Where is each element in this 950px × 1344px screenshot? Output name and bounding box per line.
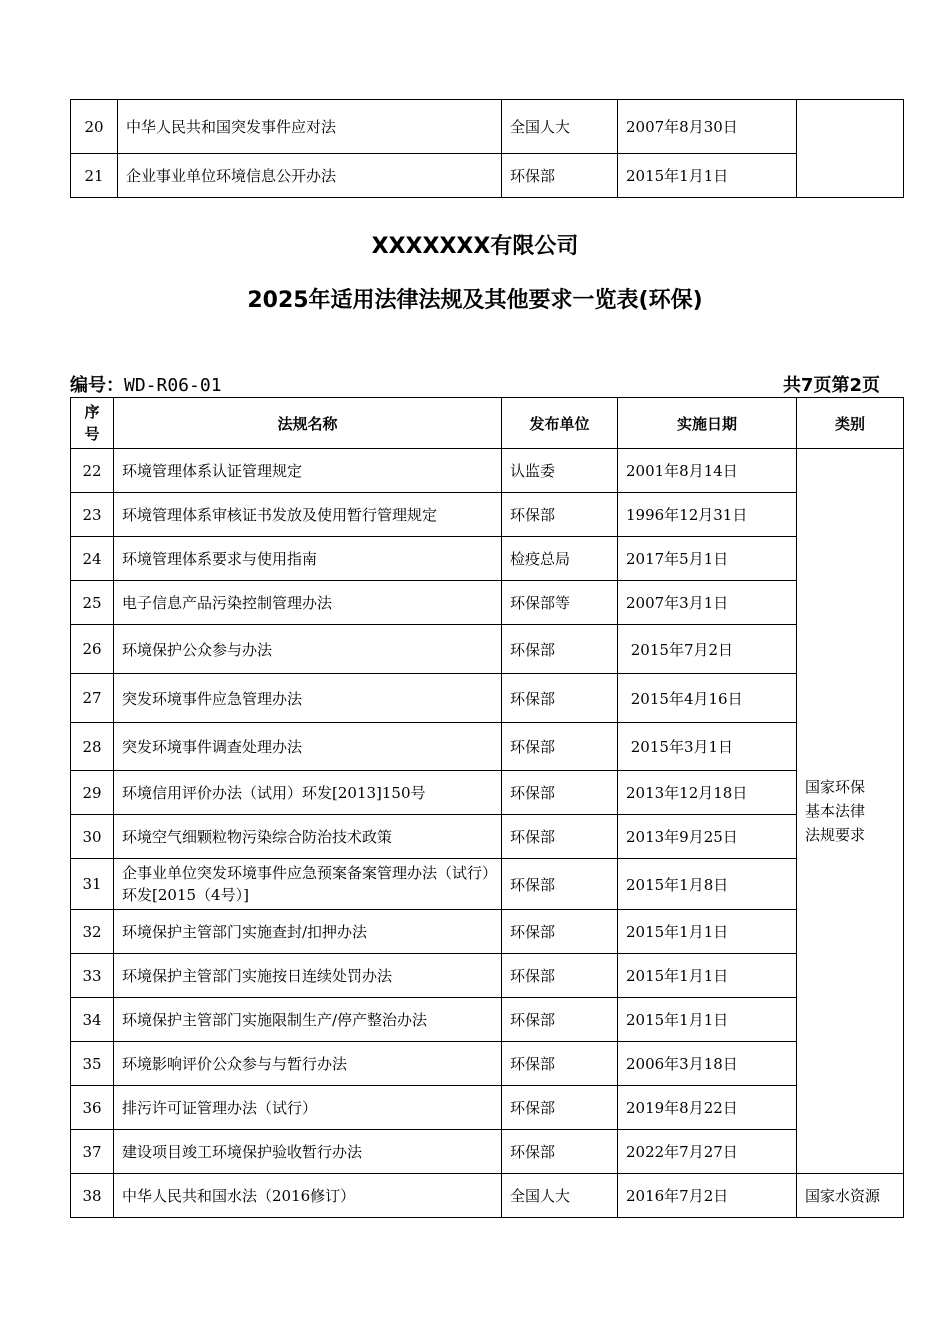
effective-date: 2016年7月2日 [618,1174,797,1218]
top-table [70,99,904,198]
issuer: 环保部 [502,910,618,954]
regulations-table [70,397,904,1218]
header-date: 实施日期 [618,398,797,449]
regulation-name: 中华人民共和国突发事件应对法 [118,100,502,154]
regulation-name: 环境信用评价办法（试用）环发[2013]150号 [114,771,502,815]
regulation-name: 建设项目竣工环境保护验收暂行办法 [114,1130,502,1174]
regulation-name: 环境空气细颗粒物污染综合防治技术政策 [114,815,502,859]
issuer: 环保部 [502,493,618,537]
regulation-name: 环境保护主管部门实施查封/扣押办法 [114,910,502,954]
effective-date: 2015年1月1日 [618,154,797,198]
row-number: 21 [71,154,118,198]
regulation-name: 企事业单位突发环境事件应急预案备案管理办法（试行）环发[2015（4号）] [114,859,502,910]
issuer: 环保部 [502,1086,618,1130]
code-value: WD-R06-01 [124,375,222,396]
row-number: 35 [71,1042,114,1086]
table-row [71,1086,904,1130]
effective-date: 2015年1月8日 [618,859,797,910]
effective-date: 2015年1月1日 [618,954,797,998]
effective-date: 2015年4月16日 [618,674,797,723]
regulation-name: 突发环境事件调查处理办法 [114,723,502,771]
table-header-row [71,398,904,449]
effective-date: 2022年7月27日 [618,1130,797,1174]
regulation-name: 中华人民共和国水法（2016修订） [114,1174,502,1218]
row-number: 32 [71,910,114,954]
table-row [71,537,904,581]
row-number: 20 [71,100,118,154]
issuer: 全国人大 [502,1174,618,1218]
issuer: 环保部 [502,723,618,771]
effective-date: 2015年1月1日 [618,910,797,954]
table-row [71,154,904,198]
table-row [71,1174,904,1218]
table-row [71,859,904,910]
issuer: 环保部 [502,1130,618,1174]
table-row [71,581,904,625]
effective-date: 2007年3月1日 [618,581,797,625]
header-number: 序号 [71,398,114,449]
company-title: XXXXXXX有限公司 [371,234,579,259]
effective-date: 2015年3月1日 [618,723,797,771]
effective-date: 2001年8月14日 [618,449,797,493]
category-cell: 国家环保基本法律法规要求 [797,449,904,1174]
table-row [71,723,904,771]
table-row [71,449,904,493]
effective-date: 2007年8月30日 [618,100,797,154]
row-number: 30 [71,815,114,859]
issuer: 环保部 [502,1042,618,1086]
row-number: 31 [71,859,114,910]
regulation-name: 突发环境事件应急管理办法 [114,674,502,723]
regulation-name: 环境保护主管部门实施限制生产/停产整治办法 [114,998,502,1042]
regulation-name: 企业事业单位环境信息公开办法 [118,154,502,198]
issuer: 环保部 [502,954,618,998]
effective-date: 2017年5月1日 [618,537,797,581]
row-number: 22 [71,449,114,493]
page-info: 共7页第2页 [782,375,880,396]
effective-date: 2013年12月18日 [618,771,797,815]
row-number: 38 [71,1174,114,1218]
regulation-name: 环境管理体系审核证书发放及使用暂行管理规定 [114,493,502,537]
row-number: 26 [71,625,114,674]
row-number: 36 [71,1086,114,1130]
regulation-name: 环境管理体系认证管理规定 [114,449,502,493]
row-number: 24 [71,537,114,581]
row-number: 34 [71,998,114,1042]
row-number: 29 [71,771,114,815]
category-cell [797,100,904,198]
issuer: 环保部 [502,674,618,723]
document-code [70,371,222,397]
table-row [71,100,904,154]
issuer: 环保部 [502,771,618,815]
row-number: 33 [71,954,114,998]
header-category: 类别 [797,398,904,449]
issuer: 全国人大 [502,100,618,154]
table-row [71,1130,904,1174]
effective-date: 2006年3月18日 [618,1042,797,1086]
table-row [71,493,904,537]
document-title: 2025年适用法律法规及其他要求一览表(环保) [247,288,703,313]
table-row [71,910,904,954]
issuer: 认监委 [502,449,618,493]
table-row [71,625,904,674]
effective-date: 2015年1月1日 [618,998,797,1042]
issuer: 检疫总局 [502,537,618,581]
row-number: 37 [71,1130,114,1174]
row-number: 25 [71,581,114,625]
issuer: 环保部等 [502,581,618,625]
header-name: 法规名称 [114,398,502,449]
effective-date: 2013年9月25日 [618,815,797,859]
table-row [71,771,904,815]
regulation-name: 环境保护公众参与办法 [114,625,502,674]
table-row [71,998,904,1042]
regulation-name: 排污许可证管理办法（试行） [114,1086,502,1130]
code-label: 编号： [70,375,124,396]
table-row [71,1042,904,1086]
regulation-name: 电子信息产品污染控制管理办法 [114,581,502,625]
effective-date: 1996年12月31日 [618,493,797,537]
row-number: 23 [71,493,114,537]
issuer: 环保部 [502,998,618,1042]
regulation-name: 环境保护主管部门实施按日连续处罚办法 [114,954,502,998]
issuer: 环保部 [502,625,618,674]
table-row [71,954,904,998]
issuer: 环保部 [502,815,618,859]
regulation-name: 环境影响评价公众参与与暂行办法 [114,1042,502,1086]
table-row [71,815,904,859]
row-number: 28 [71,723,114,771]
effective-date: 2015年7月2日 [618,625,797,674]
issuer: 环保部 [502,859,618,910]
regulation-name: 环境管理体系要求与使用指南 [114,537,502,581]
issuer: 环保部 [502,154,618,198]
category-cell: 国家水资源 [797,1174,904,1218]
table-row [71,674,904,723]
effective-date: 2019年8月22日 [618,1086,797,1130]
row-number: 27 [71,674,114,723]
header-issuer: 发布单位 [502,398,618,449]
